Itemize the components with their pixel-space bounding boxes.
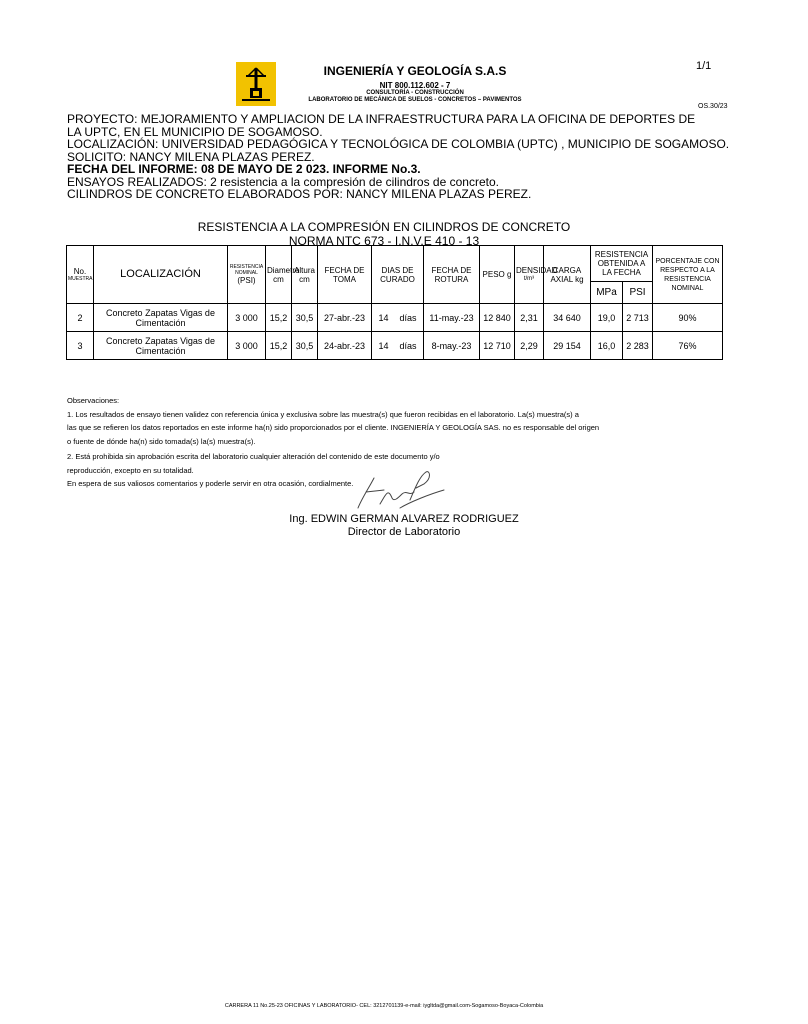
signer-title: Director de Laboratorio — [347, 526, 461, 538]
row-densidad: 2,29 — [515, 332, 544, 360]
row-diametro: 15,2 — [266, 332, 292, 360]
project-line-2: LA UPTC, EN EL MUNICIPIO DE SOGAMOSO. — [67, 124, 323, 139]
table-title: RESISTENCIA A LA COMPRESIÓN EN CILINDROS DE CONCRETO — [197, 220, 571, 234]
row-fecha-rotura: 11-may.-23 — [424, 304, 480, 332]
row-no: 2 — [67, 304, 94, 332]
col-resistencia-nominal — [228, 246, 266, 304]
report-date-line: FECHA DEL INFORME: 08 DE MAYO DE 2 023. INFORME No.3. — [67, 162, 421, 176]
row-localizacion: Concreto Zapatas Vigas de Cimentación — [94, 304, 228, 332]
cylinders-line: CILINDROS DE CONCRETO ELABORADOS POR: NANCY MILENA PLAZAS PEREZ. — [67, 187, 532, 201]
col-fecha-toma: FECHA DE TOMA — [318, 246, 372, 304]
company-lab: LABORATORIO DE MECÁNICA DE SUELOS - CONCRETOS – PAVIMENTOS — [308, 97, 522, 103]
row-psi: 2 713 — [623, 304, 653, 332]
col-psi: PSI — [623, 282, 653, 304]
col-psi-unit: (PSI) — [237, 276, 256, 285]
row-peso: 12 710 — [480, 332, 515, 360]
col-dias-curado: DIAS DE CURADO — [372, 246, 424, 304]
document-code: OS.30/23 — [698, 103, 728, 110]
col-densidad-unit: t/m³ — [523, 275, 535, 282]
col-porcentaje: PORCENTAJE CON RESPECTO A LA RESISTENCIA NOMINAL — [653, 246, 723, 304]
row-altura: 30,5 — [292, 304, 318, 332]
col-diametro: Diametro cm — [266, 246, 292, 304]
row-nominal: 3 000 — [228, 332, 266, 360]
row-peso: 12 840 — [480, 304, 515, 332]
table-row — [67, 304, 723, 332]
col-densidad-label: DENSIDAD — [516, 265, 558, 275]
company-header — [290, 64, 540, 104]
company-nit: NIT 800.112.602 - 7 — [379, 81, 451, 90]
company-name: INGENIERÍA Y GEOLOGÍA S.A.S — [323, 64, 507, 78]
page-number: 1/1 — [696, 60, 712, 72]
col-no — [67, 246, 94, 304]
row-mpa: 16,0 — [591, 332, 623, 360]
tests-line: ENSAYOS REALIZADOS: 2 resistencia a la compresión de cilindros de concreto. — [67, 174, 499, 189]
row-densidad: 2,31 — [515, 304, 544, 332]
row-dias-value: 14 — [378, 340, 389, 351]
col-carga: CARGA AXIAL kg — [544, 246, 591, 304]
observations-title: Observaciones: — [67, 396, 120, 405]
col-fecha-rotura: FECHA DE ROTURA — [424, 246, 480, 304]
col-densidad — [515, 246, 558, 304]
observation-2a: 2. Está prohibida sin aprobación escrita del laboratorio cualquier alteración del contenido de este documento y/o — [67, 452, 440, 461]
col-mpa: MPa — [591, 282, 623, 304]
results-table — [66, 245, 723, 360]
observation-1a: 1. Los resultados de ensayo tienen validez con referencia única y exclusiva sobre las muestra(s) que fueron recibidas en el laboratorio. La(s) muestra(s) a — [67, 409, 579, 419]
signature — [340, 468, 450, 517]
row-no: 3 — [67, 332, 94, 360]
col-peso: PESO g — [480, 246, 515, 304]
table-norm: NORMA NTC 673 - I.N.V.E 410 - 13 — [288, 234, 480, 248]
observation-1b: las que se refieren los datos reportados en este informe ha(n) sido proporcionados por el cliente. INGENIERÍA Y GEOLOGÍA SAS. no es responsable del origen — [67, 423, 600, 432]
row-porcentaje: 76% — [653, 332, 723, 360]
row-carga: 34 640 — [544, 304, 591, 332]
company-tagline: CONSULTORÍA - CONSTRUCCIÓN — [366, 90, 464, 96]
row-altura: 30,5 — [292, 332, 318, 360]
observation-2b: reproducción, excepto en su totalidad. — [67, 465, 194, 475]
row-mpa: 19,0 — [591, 304, 623, 332]
row-psi: 2 283 — [623, 332, 653, 360]
company-logo — [236, 62, 276, 106]
observation-1c: o fuente de dónde ha(n) sido tomada(s) la(s) muestra(s). — [67, 436, 256, 446]
row-dias — [372, 304, 424, 332]
row-fecha-toma: 27-abr.-23 — [318, 304, 372, 332]
col-resistencia-obtenida: RESISTENCIA OBTENIDA A LA FECHA — [591, 246, 653, 282]
col-localizacion: LOCALIZACIÓN — [94, 246, 228, 304]
col-no-label: No. — [73, 267, 87, 276]
row-carga: 29 154 — [544, 332, 591, 360]
row-fecha-rotura: 8-may.-23 — [424, 332, 480, 360]
requested-by-line: SOLICITO: NANCY MILENA PLAZAS PEREZ. — [67, 149, 315, 164]
row-localizacion: Concreto Zapatas Vigas de Cimentación — [94, 332, 228, 360]
row-dias-value: 14 — [378, 312, 389, 323]
project-line-1: PROYECTO: MEJORAMIENTO Y AMPLIACION DE LA INFRAESTRUCTURA PARA LA OFICINA DE DEPORTES DE — [67, 112, 696, 126]
row-diametro: 15,2 — [266, 304, 292, 332]
report-header — [67, 113, 737, 201]
footer-address: CARRERA 11 No.25-23 OFICINAS Y LABORATORIO- CEL: 3212701139-e-mail: iygltda@gmail.com-Sogamoso-Boyaca-Colombia — [224, 1003, 544, 1009]
row-dias-unit: días — [399, 340, 417, 351]
location-line: LOCALIZACIÓN: UNIVERSIDAD PEDAGÓGICA Y TECNOLÓGICA DE COLOMBIA (UPTC) , MUNICIPIO DE SOGAMOSO. — [67, 137, 730, 151]
signer-name: Ing. EDWIN GERMAN ALVAREZ RODRIGUEZ — [289, 513, 519, 525]
closing-line: En espera de sus valiosos comentarios y poderle servir en otra ocasión, cordialmente. — [67, 479, 354, 488]
row-nominal: 3 000 — [228, 304, 266, 332]
signer-block — [0, 513, 808, 539]
col-altura: Altura cm — [292, 246, 318, 304]
row-dias — [372, 332, 424, 360]
row-dias-unit: días — [399, 312, 417, 323]
row-porcentaje: 90% — [653, 304, 723, 332]
col-muestra-label: MUESTRA — [68, 276, 93, 282]
table-row — [67, 332, 723, 360]
col-resistencia-nominal-label: RESISTENCIA NOMINAL — [229, 264, 264, 276]
row-fecha-toma: 24-abr.-23 — [318, 332, 372, 360]
